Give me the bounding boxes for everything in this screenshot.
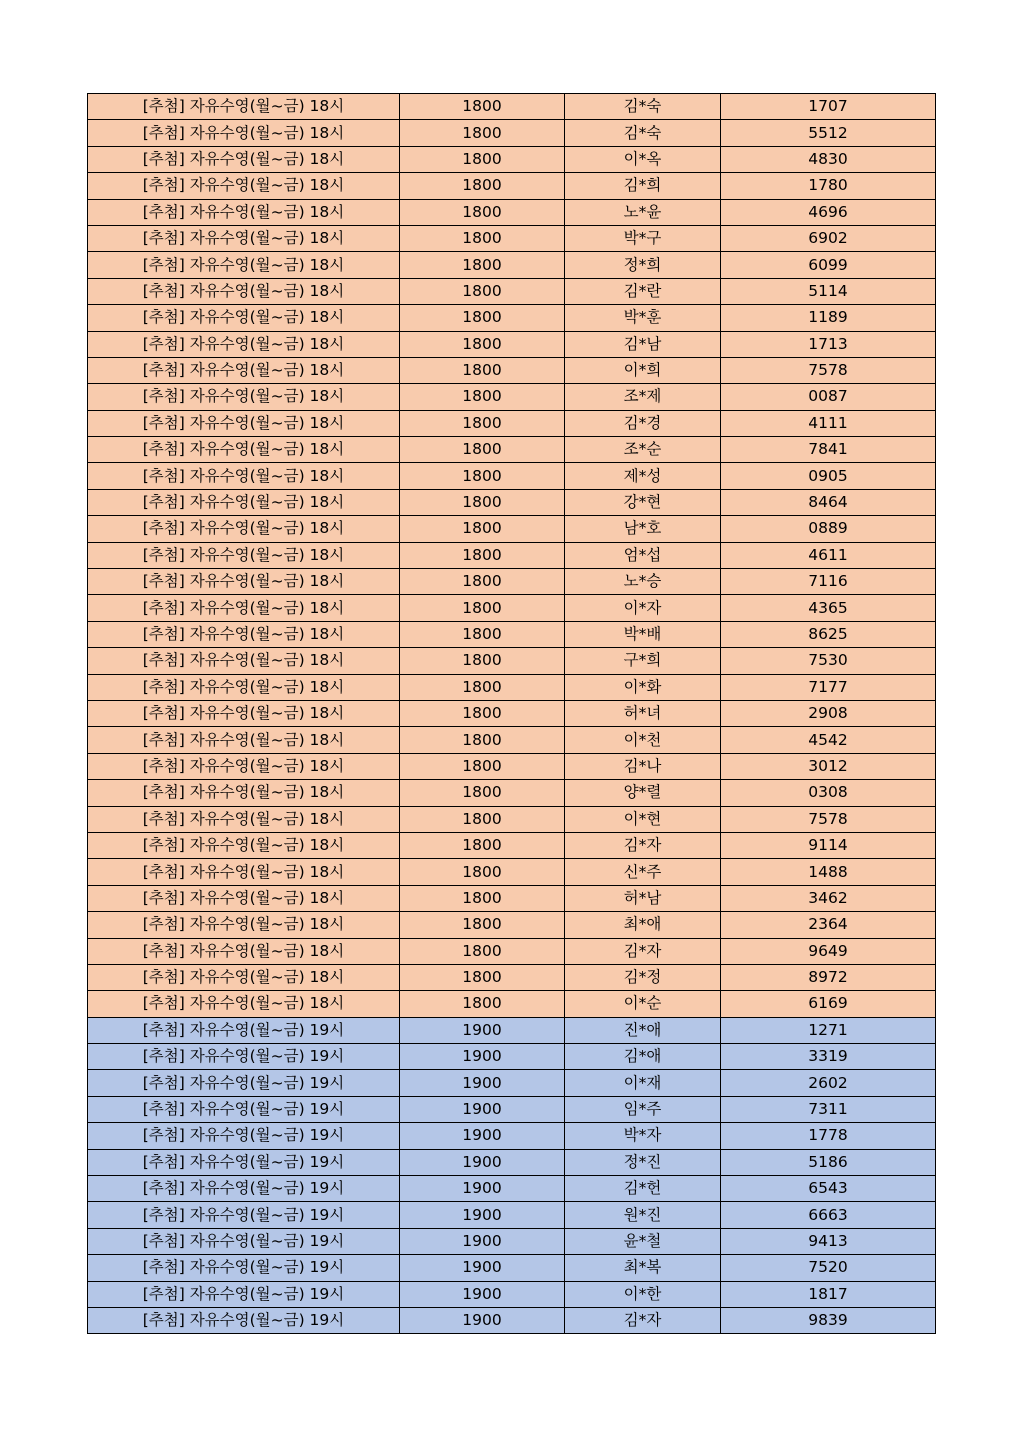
table-row <box>88 621 936 647</box>
name-cell: 최*복 <box>565 1255 721 1281</box>
code-cell: 6543 <box>721 1176 936 1202</box>
time-cell: 1800 <box>400 569 565 595</box>
table-row <box>88 146 936 172</box>
table-row <box>88 832 936 858</box>
code-cell: 1271 <box>721 1017 936 1043</box>
name-cell: 노*승 <box>565 569 721 595</box>
code-cell: 3319 <box>721 1044 936 1070</box>
code-cell: 6663 <box>721 1202 936 1228</box>
table-row <box>88 489 936 515</box>
time-cell: 1800 <box>400 199 565 225</box>
table-row <box>88 1202 936 1228</box>
name-cell: 김*숙 <box>565 94 721 120</box>
code-cell: 7578 <box>721 806 936 832</box>
program-cell: [추첨] 자유수영(월~금) 18시 <box>88 727 400 753</box>
name-cell: 허*남 <box>565 885 721 911</box>
code-cell: 9839 <box>721 1307 936 1333</box>
table-row <box>88 516 936 542</box>
name-cell: 박*자 <box>565 1123 721 1149</box>
name-cell: 이*화 <box>565 674 721 700</box>
code-cell: 5512 <box>721 120 936 146</box>
table-row <box>88 278 936 304</box>
name-cell: 양*렬 <box>565 780 721 806</box>
table-row <box>88 252 936 278</box>
program-cell: [추첨] 자유수영(월~금) 19시 <box>88 1176 400 1202</box>
table-row <box>88 1307 936 1333</box>
table-row <box>88 912 936 938</box>
program-cell: [추첨] 자유수영(월~금) 18시 <box>88 199 400 225</box>
time-cell: 1800 <box>400 885 565 911</box>
table-row <box>88 173 936 199</box>
program-cell: [추첨] 자유수영(월~금) 18시 <box>88 832 400 858</box>
name-cell: 허*녀 <box>565 700 721 726</box>
table-row <box>88 410 936 436</box>
time-cell: 1800 <box>400 410 565 436</box>
code-cell: 6169 <box>721 991 936 1017</box>
code-cell: 9649 <box>721 938 936 964</box>
name-cell: 강*현 <box>565 489 721 515</box>
name-cell: 김*자 <box>565 1307 721 1333</box>
program-cell: [추첨] 자유수영(월~금) 19시 <box>88 1070 400 1096</box>
program-cell: [추첨] 자유수영(월~금) 18시 <box>88 463 400 489</box>
name-cell: 김*애 <box>565 1044 721 1070</box>
code-cell: 8972 <box>721 964 936 990</box>
program-cell: [추첨] 자유수영(월~금) 18시 <box>88 621 400 647</box>
name-cell: 이*옥 <box>565 146 721 172</box>
time-cell: 1800 <box>400 94 565 120</box>
program-cell: [추첨] 자유수영(월~금) 18시 <box>88 569 400 595</box>
name-cell: 이*희 <box>565 357 721 383</box>
table-row <box>88 225 936 251</box>
name-cell: 최*애 <box>565 912 721 938</box>
time-cell: 1800 <box>400 912 565 938</box>
name-cell: 김*숙 <box>565 120 721 146</box>
program-cell: [추첨] 자유수영(월~금) 19시 <box>88 1123 400 1149</box>
name-cell: 남*호 <box>565 516 721 542</box>
code-cell: 4542 <box>721 727 936 753</box>
code-cell: 0087 <box>721 384 936 410</box>
time-cell: 1900 <box>400 1096 565 1122</box>
program-cell: [추첨] 자유수영(월~금) 18시 <box>88 331 400 357</box>
table-row <box>88 120 936 146</box>
program-cell: [추첨] 자유수영(월~금) 18시 <box>88 516 400 542</box>
time-cell: 1800 <box>400 542 565 568</box>
code-cell: 2602 <box>721 1070 936 1096</box>
time-cell: 1800 <box>400 173 565 199</box>
name-cell: 김*희 <box>565 173 721 199</box>
time-cell: 1900 <box>400 1149 565 1175</box>
program-cell: [추첨] 자유수영(월~금) 18시 <box>88 225 400 251</box>
table-body <box>88 94 936 1334</box>
name-cell: 윤*철 <box>565 1228 721 1254</box>
time-cell: 1800 <box>400 516 565 542</box>
name-cell: 김*남 <box>565 331 721 357</box>
table-row <box>88 384 936 410</box>
name-cell: 구*희 <box>565 648 721 674</box>
name-cell: 김*자 <box>565 938 721 964</box>
time-cell: 1800 <box>400 727 565 753</box>
time-cell: 1800 <box>400 120 565 146</box>
time-cell: 1900 <box>400 1202 565 1228</box>
table-row <box>88 437 936 463</box>
code-cell: 1780 <box>721 173 936 199</box>
table-row <box>88 199 936 225</box>
table-row <box>88 780 936 806</box>
program-cell: [추첨] 자유수영(월~금) 18시 <box>88 120 400 146</box>
table-row <box>88 991 936 1017</box>
time-cell: 1800 <box>400 463 565 489</box>
time-cell: 1800 <box>400 964 565 990</box>
code-cell: 7520 <box>721 1255 936 1281</box>
program-cell: [추첨] 자유수영(월~금) 18시 <box>88 991 400 1017</box>
time-cell: 1800 <box>400 832 565 858</box>
table-row <box>88 753 936 779</box>
name-cell: 임*주 <box>565 1096 721 1122</box>
program-cell: [추첨] 자유수영(월~금) 18시 <box>88 595 400 621</box>
code-cell: 0308 <box>721 780 936 806</box>
time-cell: 1800 <box>400 489 565 515</box>
program-cell: [추첨] 자유수영(월~금) 18시 <box>88 305 400 331</box>
name-cell: 이*천 <box>565 727 721 753</box>
program-cell: [추첨] 자유수영(월~금) 19시 <box>88 1228 400 1254</box>
program-cell: [추첨] 자유수영(월~금) 18시 <box>88 437 400 463</box>
table-row <box>88 859 936 885</box>
table-row <box>88 1017 936 1043</box>
code-cell: 7841 <box>721 437 936 463</box>
code-cell: 4830 <box>721 146 936 172</box>
code-cell: 2364 <box>721 912 936 938</box>
name-cell: 이*한 <box>565 1281 721 1307</box>
name-cell: 원*진 <box>565 1202 721 1228</box>
table-row <box>88 727 936 753</box>
program-cell: [추첨] 자유수영(월~금) 19시 <box>88 1281 400 1307</box>
name-cell: 박*훈 <box>565 305 721 331</box>
code-cell: 1189 <box>721 305 936 331</box>
name-cell: 박*배 <box>565 621 721 647</box>
time-cell: 1900 <box>400 1123 565 1149</box>
time-cell: 1800 <box>400 991 565 1017</box>
table-row <box>88 674 936 700</box>
time-cell: 1900 <box>400 1017 565 1043</box>
program-cell: [추첨] 자유수영(월~금) 19시 <box>88 1202 400 1228</box>
program-cell: [추첨] 자유수영(월~금) 19시 <box>88 1149 400 1175</box>
table-row <box>88 1096 936 1122</box>
table-row <box>88 964 936 990</box>
name-cell: 김*정 <box>565 964 721 990</box>
code-cell: 0889 <box>721 516 936 542</box>
time-cell: 1900 <box>400 1044 565 1070</box>
table-row <box>88 1281 936 1307</box>
table-row <box>88 1070 936 1096</box>
time-cell: 1800 <box>400 621 565 647</box>
table-row <box>88 1228 936 1254</box>
code-cell: 4696 <box>721 199 936 225</box>
table-row <box>88 94 936 120</box>
code-cell: 9413 <box>721 1228 936 1254</box>
code-cell: 8625 <box>721 621 936 647</box>
code-cell: 7578 <box>721 357 936 383</box>
table-row <box>88 1176 936 1202</box>
time-cell: 1800 <box>400 780 565 806</box>
program-cell: [추첨] 자유수영(월~금) 18시 <box>88 859 400 885</box>
program-cell: [추첨] 자유수영(월~금) 18시 <box>88 146 400 172</box>
program-cell: [추첨] 자유수영(월~금) 18시 <box>88 173 400 199</box>
time-cell: 1800 <box>400 437 565 463</box>
code-cell: 5114 <box>721 278 936 304</box>
table-row <box>88 331 936 357</box>
code-cell: 8464 <box>721 489 936 515</box>
name-cell: 김*나 <box>565 753 721 779</box>
name-cell: 진*애 <box>565 1017 721 1043</box>
program-cell: [추첨] 자유수영(월~금) 18시 <box>88 700 400 726</box>
code-cell: 3462 <box>721 885 936 911</box>
time-cell: 1800 <box>400 648 565 674</box>
code-cell: 1713 <box>721 331 936 357</box>
name-cell: 노*윤 <box>565 199 721 225</box>
time-cell: 1800 <box>400 938 565 964</box>
name-cell: 이*현 <box>565 806 721 832</box>
time-cell: 1800 <box>400 278 565 304</box>
time-cell: 1800 <box>400 384 565 410</box>
code-cell: 1778 <box>721 1123 936 1149</box>
table-row <box>88 595 936 621</box>
time-cell: 1800 <box>400 146 565 172</box>
code-cell: 4611 <box>721 542 936 568</box>
time-cell: 1800 <box>400 806 565 832</box>
time-cell: 1800 <box>400 225 565 251</box>
code-cell: 0905 <box>721 463 936 489</box>
lottery-results-table <box>87 93 936 1334</box>
code-cell: 4365 <box>721 595 936 621</box>
code-cell: 7530 <box>721 648 936 674</box>
table-row <box>88 648 936 674</box>
time-cell: 1900 <box>400 1281 565 1307</box>
code-cell: 5186 <box>721 1149 936 1175</box>
name-cell: 이*순 <box>565 991 721 1017</box>
program-cell: [추첨] 자유수영(월~금) 18시 <box>88 94 400 120</box>
time-cell: 1900 <box>400 1255 565 1281</box>
table-row <box>88 357 936 383</box>
code-cell: 7177 <box>721 674 936 700</box>
program-cell: [추첨] 자유수영(월~금) 18시 <box>88 964 400 990</box>
code-cell: 6902 <box>721 225 936 251</box>
program-cell: [추첨] 자유수영(월~금) 18시 <box>88 806 400 832</box>
code-cell: 7116 <box>721 569 936 595</box>
time-cell: 1800 <box>400 700 565 726</box>
program-cell: [추첨] 자유수영(월~금) 18시 <box>88 278 400 304</box>
code-cell: 1488 <box>721 859 936 885</box>
table-row <box>88 806 936 832</box>
code-cell: 1707 <box>721 94 936 120</box>
time-cell: 1800 <box>400 595 565 621</box>
time-cell: 1800 <box>400 753 565 779</box>
table-row <box>88 463 936 489</box>
program-cell: [추첨] 자유수영(월~금) 18시 <box>88 753 400 779</box>
code-cell: 9114 <box>721 832 936 858</box>
program-cell: [추첨] 자유수영(월~금) 18시 <box>88 885 400 911</box>
program-cell: [추첨] 자유수영(월~금) 19시 <box>88 1044 400 1070</box>
table-row <box>88 938 936 964</box>
time-cell: 1900 <box>400 1070 565 1096</box>
name-cell: 정*희 <box>565 252 721 278</box>
table-row <box>88 1044 936 1070</box>
program-cell: [추첨] 자유수영(월~금) 18시 <box>88 912 400 938</box>
code-cell: 1817 <box>721 1281 936 1307</box>
program-cell: [추첨] 자유수영(월~금) 19시 <box>88 1307 400 1333</box>
program-cell: [추첨] 자유수영(월~금) 18시 <box>88 384 400 410</box>
name-cell: 김*란 <box>565 278 721 304</box>
program-cell: [추첨] 자유수영(월~금) 18시 <box>88 489 400 515</box>
program-cell: [추첨] 자유수영(월~금) 18시 <box>88 357 400 383</box>
name-cell: 조*제 <box>565 384 721 410</box>
name-cell: 엄*섭 <box>565 542 721 568</box>
name-cell: 김*경 <box>565 410 721 436</box>
code-cell: 7311 <box>721 1096 936 1122</box>
time-cell: 1800 <box>400 305 565 331</box>
name-cell: 박*구 <box>565 225 721 251</box>
time-cell: 1800 <box>400 859 565 885</box>
program-cell: [추첨] 자유수영(월~금) 19시 <box>88 1255 400 1281</box>
name-cell: 이*자 <box>565 595 721 621</box>
time-cell: 1800 <box>400 674 565 700</box>
time-cell: 1800 <box>400 331 565 357</box>
program-cell: [추첨] 자유수영(월~금) 18시 <box>88 674 400 700</box>
code-cell: 3012 <box>721 753 936 779</box>
table-row <box>88 1149 936 1175</box>
name-cell: 이*재 <box>565 1070 721 1096</box>
time-cell: 1900 <box>400 1307 565 1333</box>
program-cell: [추첨] 자유수영(월~금) 18시 <box>88 252 400 278</box>
code-cell: 6099 <box>721 252 936 278</box>
name-cell: 김*헌 <box>565 1176 721 1202</box>
code-cell: 4111 <box>721 410 936 436</box>
program-cell: [추첨] 자유수영(월~금) 19시 <box>88 1096 400 1122</box>
time-cell: 1800 <box>400 357 565 383</box>
program-cell: [추첨] 자유수영(월~금) 19시 <box>88 1017 400 1043</box>
name-cell: 신*주 <box>565 859 721 885</box>
program-cell: [추첨] 자유수영(월~금) 18시 <box>88 542 400 568</box>
time-cell: 1900 <box>400 1176 565 1202</box>
program-cell: [추첨] 자유수영(월~금) 18시 <box>88 410 400 436</box>
table-row <box>88 885 936 911</box>
code-cell: 2908 <box>721 700 936 726</box>
name-cell: 조*순 <box>565 437 721 463</box>
name-cell: 김*자 <box>565 832 721 858</box>
name-cell: 제*성 <box>565 463 721 489</box>
table-row <box>88 305 936 331</box>
table-row <box>88 1255 936 1281</box>
table-row <box>88 1123 936 1149</box>
table-row <box>88 700 936 726</box>
program-cell: [추첨] 자유수영(월~금) 18시 <box>88 648 400 674</box>
program-cell: [추첨] 자유수영(월~금) 18시 <box>88 938 400 964</box>
results-sheet <box>87 93 935 1334</box>
program-cell: [추첨] 자유수영(월~금) 18시 <box>88 780 400 806</box>
time-cell: 1800 <box>400 252 565 278</box>
time-cell: 1900 <box>400 1228 565 1254</box>
table-row <box>88 569 936 595</box>
table-row <box>88 542 936 568</box>
name-cell: 정*진 <box>565 1149 721 1175</box>
